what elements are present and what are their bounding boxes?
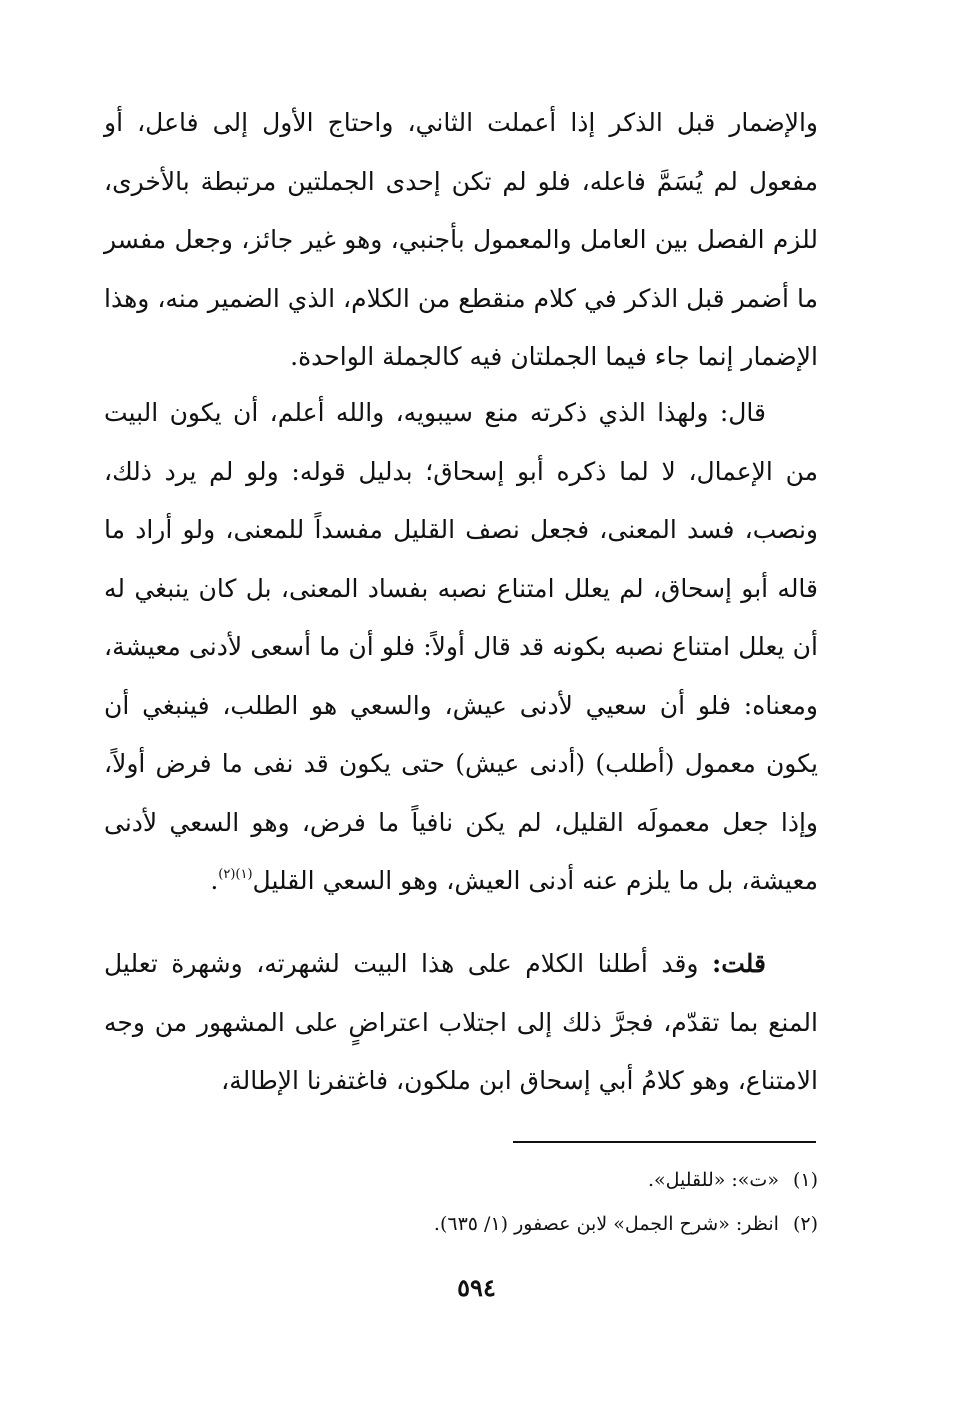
footnote-1-text: «ت»: «للقليل». bbox=[647, 1169, 779, 1191]
footnotes bbox=[104, 1158, 818, 1246]
paragraph-2-body bbox=[104, 384, 818, 911]
paragraph-1-text: والإضمار قبل الذكر إذا أعملت الثاني، واحتاج الأول إلى فاعل، أو مفعول لم يُسَمَّ فاعله، فلو لم تكن إحدى الجملتين مرتبطة بالأخرى، للزم الفصل بين العامل والمعمول بأجنبي، وهو غير جائز، وجعل مفسر ما أضمر قبل الذكر في كلام منقطع من الكلام، الذي الضمير منه، وهذا الإضمار إنما جاء فيما الجملتان فيه كالجملة الواحدة. bbox=[104, 108, 818, 371]
footnote-references: (١)(٢) bbox=[218, 867, 253, 882]
paragraph-3-body bbox=[104, 935, 818, 1111]
paragraph-3 bbox=[104, 935, 818, 1111]
footnote-divider bbox=[513, 1141, 816, 1143]
footnote-2-text: انظر: «شرح الجمل» لابن عصفور (١/ ٦٣٥). bbox=[433, 1213, 779, 1235]
page-number: ٥٩٤ bbox=[457, 1273, 496, 1302]
paragraph-1 bbox=[104, 94, 818, 387]
paragraph-2-end: . bbox=[210, 866, 219, 895]
footnote-1 bbox=[104, 1158, 818, 1202]
footnote-1-number: (١) bbox=[792, 1169, 818, 1191]
footnote-2-number: (٢) bbox=[792, 1213, 818, 1235]
footnote-2 bbox=[104, 1202, 818, 1246]
paragraph-2-text: قال: ولهذا الذي ذكرته منع سيبويه، والله أعلم، أن يكون البيت من الإعمال، لا لما ذكره أبو إسحاق؛ بدليل قوله: ولو لم يرد ذلك، ونصب، فسد المعنى، فجعل نصف القليل مفسداً للمعنى، ولو أراد ما قاله أبو إسحاق، لم يعلل امتناع نصبه بفساد المعنى، بل كان ينبغي له أن يعلل امتناع نصبه بكونه قد قال أولاً: فلو أن ما أسعى لأدنى معيشة، ومعناه: فلو أن سعيي لأدنى عيش، والسعي هو الطلب، فينبغي أن يكون معمول (أطلب) (أدنى عيش) حتى يكون قد نفى ما فرض أولاً، وإذا جعل معمولَه القليل، لم يكن نافياً ما فرض، وهو السعي لأدنى معيشة، بل ما يلزم عنه أدنى العيش، وهو السعي القليل bbox=[104, 398, 818, 895]
paragraph-3-text: وقد أطلنا الكلام على هذا البيت لشهرته، وشهرة تعليل المنع بما تقدّم، فجرَّ ذلك إلى اجتلاب اعتراضٍ على المشهور من وجه الامتناع، وهو كلامُ أبي إسحاق ابن ملكون، فاغتفرنا الإطالة، bbox=[104, 949, 818, 1095]
paragraph-3-lead: قلت: bbox=[711, 949, 766, 978]
paragraph-2 bbox=[104, 384, 818, 911]
